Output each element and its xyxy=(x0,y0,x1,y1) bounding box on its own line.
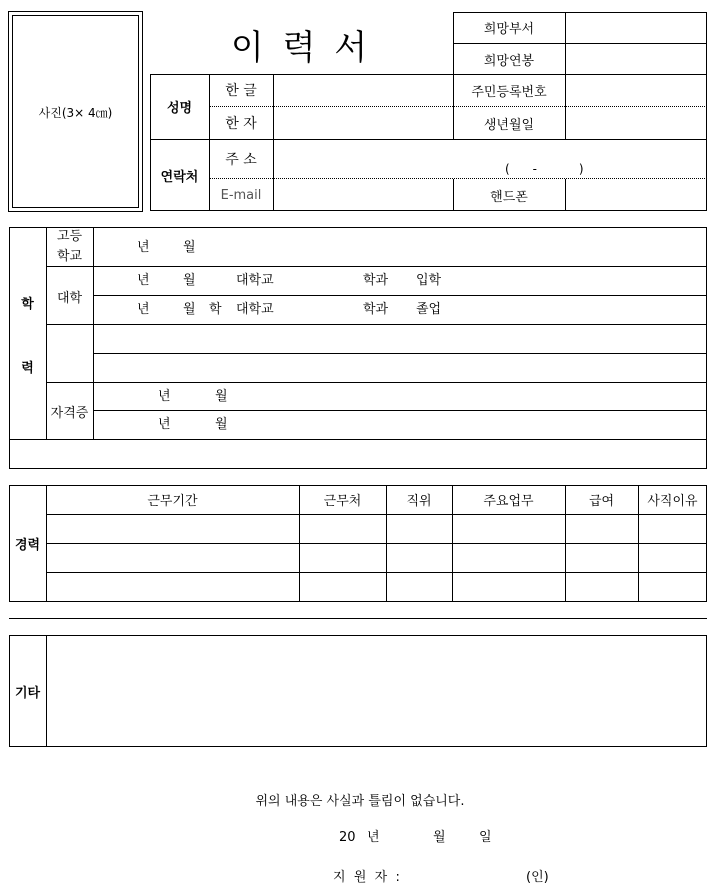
career-row-2[interactable] xyxy=(47,544,706,572)
cert-row2-year: 년 xyxy=(158,417,171,432)
education-label-2: 력 xyxy=(21,360,34,376)
cert-row1-year: 년 xyxy=(158,389,171,404)
uni-row2-dept: 학과 xyxy=(363,302,389,317)
desired-dept-field[interactable] xyxy=(566,13,706,43)
certificate-row-2[interactable] xyxy=(94,411,706,439)
name-label: 성명 xyxy=(166,101,193,116)
desired-dept-label: 희망부서 xyxy=(483,22,535,37)
etc-label: 기타 xyxy=(14,685,41,701)
certificate-label: 자격증 xyxy=(50,405,89,421)
uni-row1-school: 대학교 xyxy=(236,273,274,288)
education-extra-row-1[interactable] xyxy=(94,325,706,353)
uni-row1-month: 월 xyxy=(183,273,196,288)
applicant-label: 지 원 자 : xyxy=(333,870,400,885)
career-header-workplace: 근무처 xyxy=(323,494,362,509)
career-header-reason: 사직이유 xyxy=(647,494,698,509)
desired-salary-field[interactable] xyxy=(566,44,706,74)
address-label: 주 소 xyxy=(225,152,257,168)
hanja-name-label: 한 자 xyxy=(225,116,257,132)
uni-row1-status: 입학 xyxy=(416,273,442,288)
korean-name-field[interactable] xyxy=(274,75,452,106)
career-row-3[interactable] xyxy=(47,573,706,601)
hanja-name-field[interactable] xyxy=(274,107,452,138)
etc-field[interactable] xyxy=(47,636,706,746)
certificate-row-1[interactable] xyxy=(94,383,706,410)
career-label: 경력 xyxy=(14,538,41,553)
university-row-1[interactable] xyxy=(94,267,706,295)
uni-row2-school: 대학교 xyxy=(236,302,274,317)
seal-label: (인) xyxy=(526,870,549,885)
highschool-row[interactable] xyxy=(94,228,706,266)
cert-row2-month: 월 xyxy=(215,417,228,432)
highschool-year: 년 xyxy=(137,240,150,255)
uni-row2-status: 졸업 xyxy=(416,302,442,317)
birthdate-label: 생년월일 xyxy=(483,117,535,133)
uni-row2-month: 월 xyxy=(183,302,196,317)
date-month-label: 월 xyxy=(433,830,446,845)
uni-row1-dept: 학과 xyxy=(363,273,389,288)
desired-salary-label: 희망연봉 xyxy=(483,54,535,69)
career-header-duties: 주요업무 xyxy=(483,494,534,509)
email-field[interactable] xyxy=(274,180,452,210)
career-header-position: 직위 xyxy=(406,494,432,509)
uni-row2-grade: 학 xyxy=(209,302,222,317)
resident-no-field[interactable] xyxy=(566,75,706,106)
career-header-period: 근무기간 xyxy=(147,494,198,509)
korean-name-label: 한 글 xyxy=(225,83,257,99)
career-header-salary: 급여 xyxy=(588,494,615,509)
uni-row2-year: 년 xyxy=(137,302,150,317)
contact-label: 연락처 xyxy=(160,170,199,185)
education-bottom-row[interactable] xyxy=(10,440,706,468)
highschool-label: 고등 학교 xyxy=(56,228,83,264)
education-label-1: 학 xyxy=(21,296,34,312)
career-row-1[interactable] xyxy=(47,515,706,543)
date-prefix: 20 xyxy=(339,830,356,845)
address-field[interactable] xyxy=(274,141,706,178)
uni-row1-year: 년 xyxy=(137,273,150,288)
email-label: E-mail xyxy=(220,187,262,203)
photo-label: 사진(3× 4㎝) xyxy=(38,105,113,120)
document-title: 이 력 서 xyxy=(230,27,372,68)
cert-row1-month: 월 xyxy=(215,389,228,404)
birthdate-field[interactable] xyxy=(566,107,706,138)
applicant-name-field[interactable] xyxy=(430,866,520,890)
phone-field[interactable] xyxy=(566,180,706,210)
resident-no-label: 주민등록번호 xyxy=(471,84,547,100)
address-phone-placeholder: ( - ) xyxy=(505,162,584,176)
date-year-label: 년 xyxy=(367,830,380,845)
education-extra-row-2[interactable] xyxy=(94,354,706,382)
declaration-statement: 위의 내용은 사실과 틀림이 없습니다. xyxy=(255,793,465,809)
date-day-label: 일 xyxy=(479,830,492,845)
highschool-month: 월 xyxy=(183,240,196,255)
phone-label: 핸드폰 xyxy=(490,189,528,205)
section-divider xyxy=(9,618,707,619)
university-row-2[interactable] xyxy=(94,296,706,324)
university-label: 대학 xyxy=(56,290,83,306)
